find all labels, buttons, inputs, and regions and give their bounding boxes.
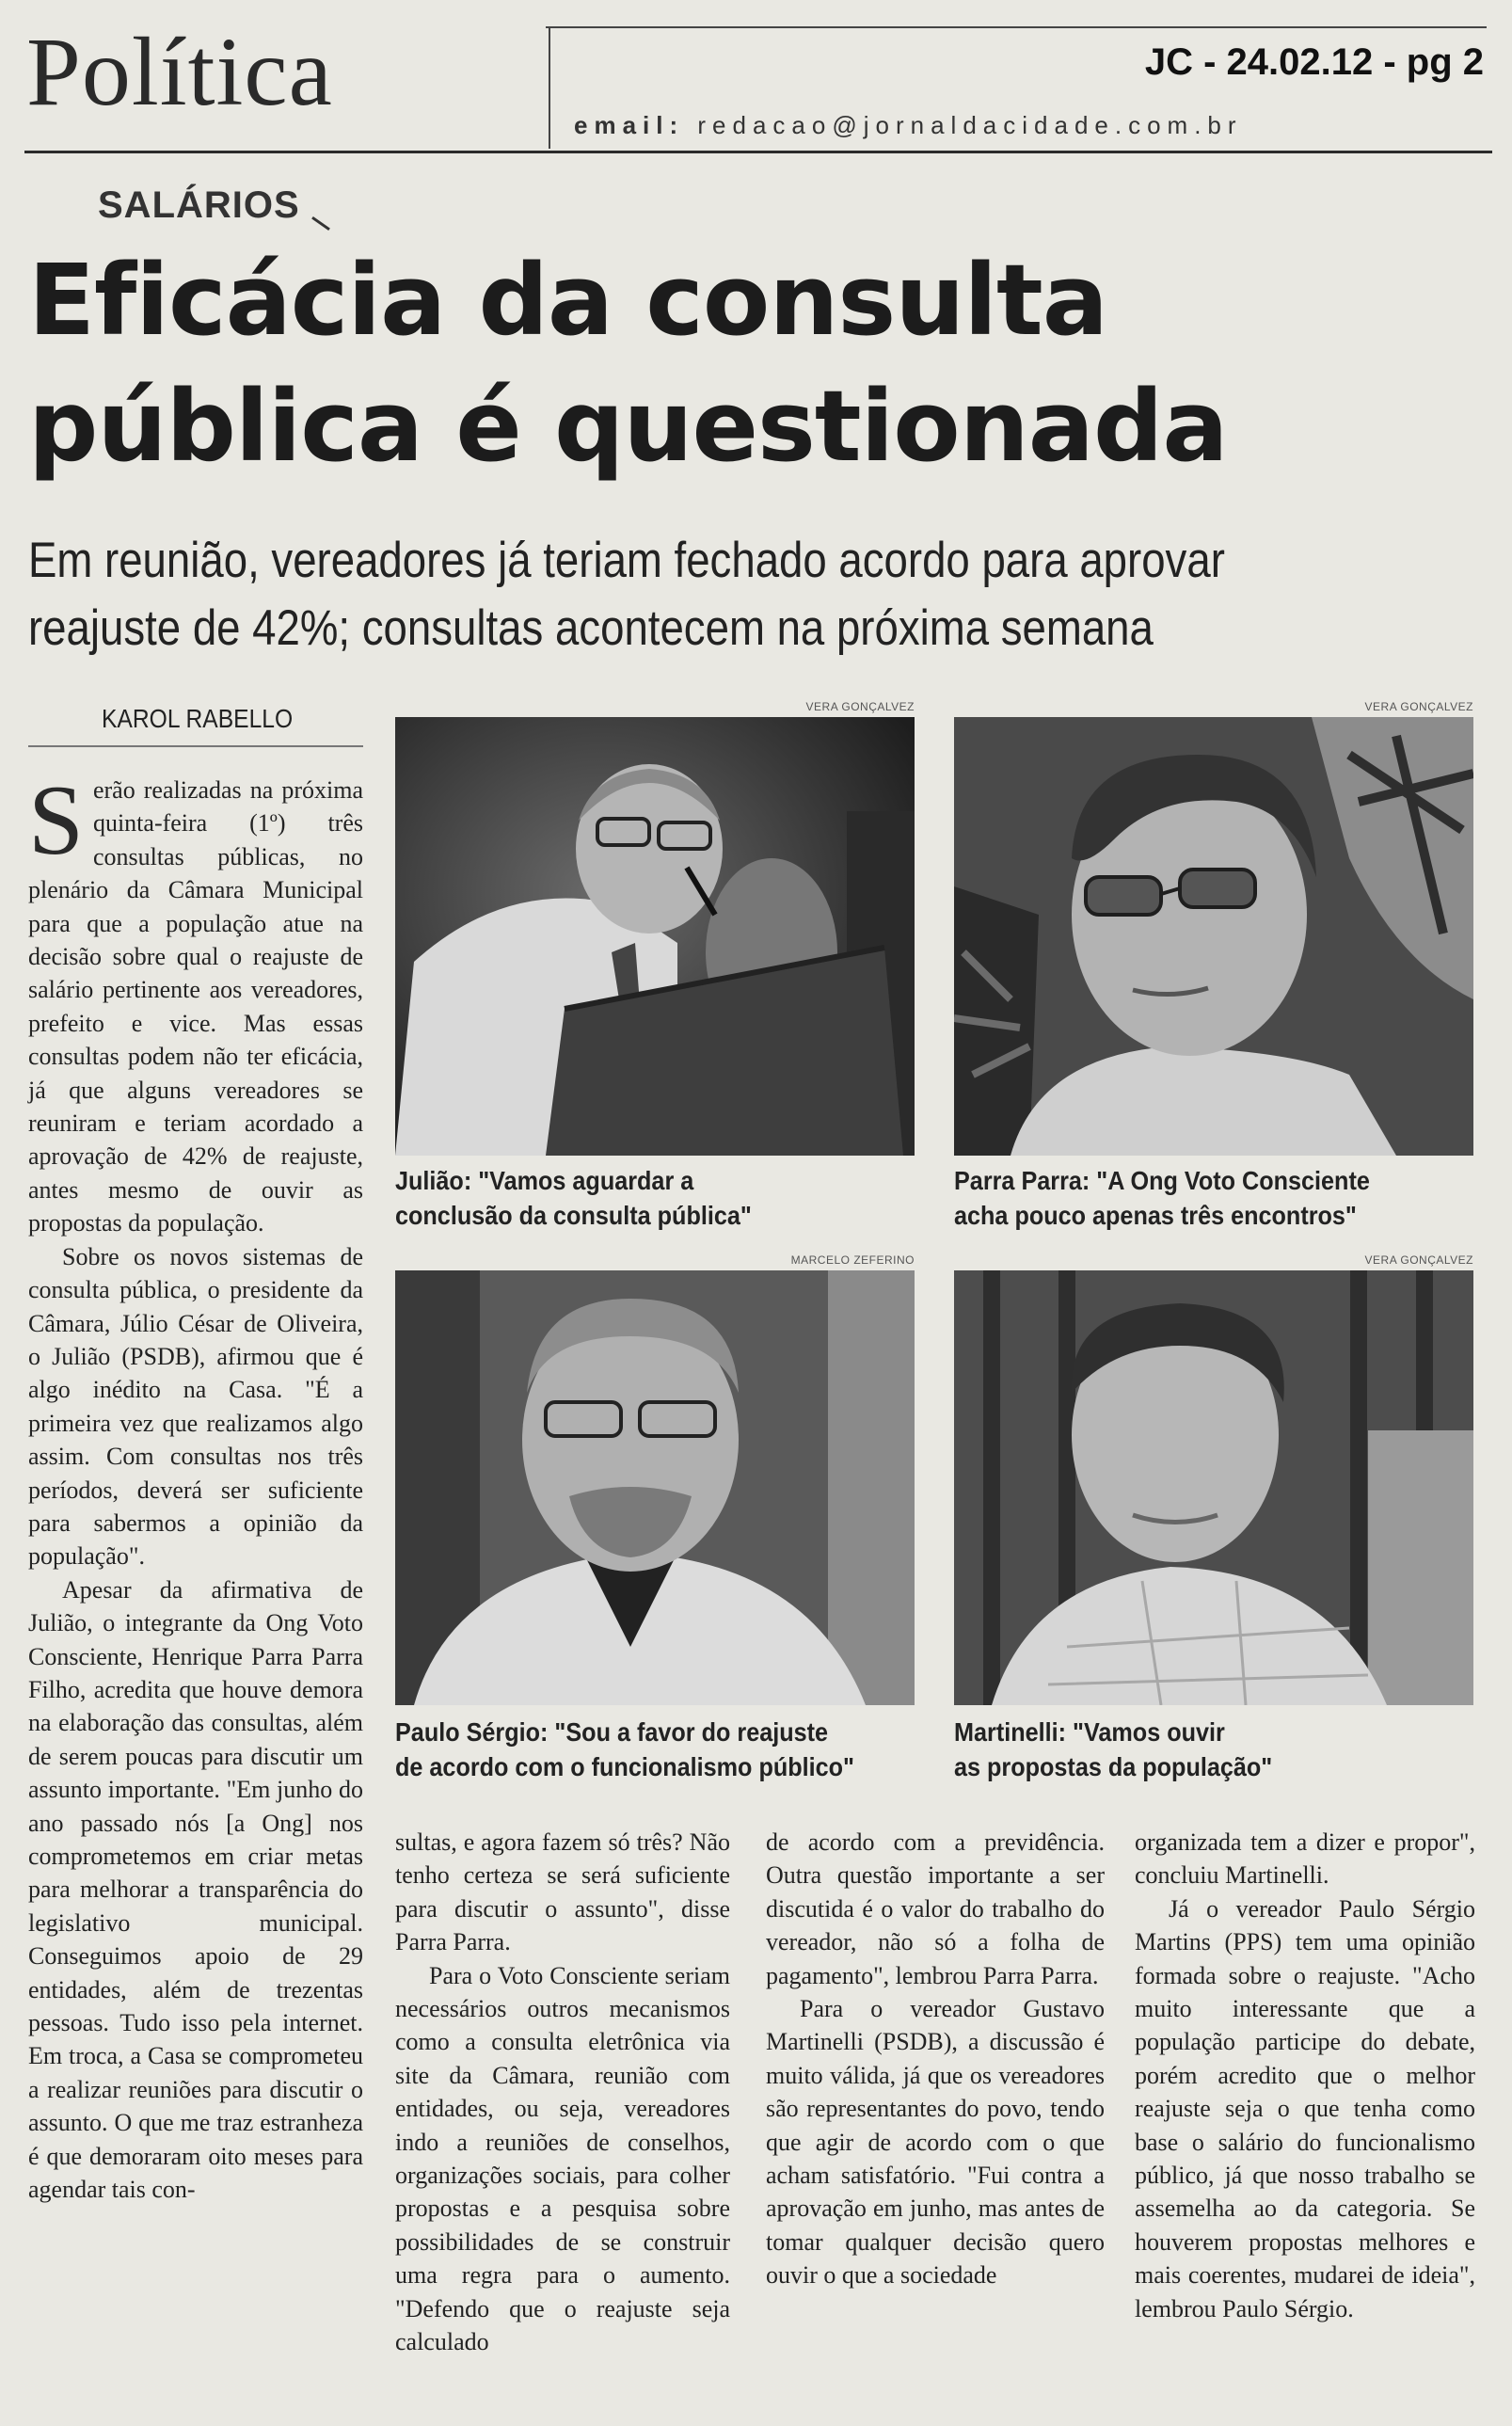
deck: Em reunião, vereadores já teriam fechado acordo para aprovar reajuste de 42%; consultas acontecem na próxima semana bbox=[28, 533, 1225, 656]
paragraph: Apesar da afirmativa de Julião, o integrante da Ong Voto Consciente, Henrique Parra Parra Filho, acredita que houve demora na elaboração das consultas, além de serem poucas para discutir um assunto importante. "Em junho do ano passado nós [a Ong] nos comprometemos em criar metas para melhorar a transparência do legislativo municipal. Conseguimos apoio de 29 entidades, além de trezentas pessoas. Tudo isso pela internet. Em troca, a Casa se comprometeu a realizar reuniões para discutir o assunto. O que me traz estranheza é que demoraram oito meses para agendar tais con- bbox=[28, 1575, 363, 2204]
paragraph: organizada tem a dizer e propor", concluiu Martinelli. bbox=[1135, 1828, 1475, 1890]
paragraph: de acordo com a previdência. Outra questão importante a ser discutida é o valor do trabalho do vereador, não só a folha de pagamento", lembrou Parra Parra. bbox=[766, 1828, 1105, 1989]
header-divider bbox=[549, 28, 550, 149]
paragraph: Para o vereador Gustavo Martinelli (PSDB), a discussão é muito válida, já que os vereadores são representantes do povo, tendo que agir de acordo com o que acham satisfatório. "Fui contra a aprovação em junho, mas antes de tomar qualquer decisão quero ouvir o que a sociedade bbox=[766, 1995, 1105, 2290]
body-column-2 bbox=[395, 1826, 730, 2359]
drop-cap: S bbox=[28, 765, 84, 875]
kicker: SALÁRIOS bbox=[98, 184, 300, 226]
photo-paulo-sergio-image bbox=[395, 1270, 915, 1705]
paragraph-text: erão realizadas na próxima quinta-feira (1º) três consultas públicas, no plenário da Câmara Municipal para que a população atue na decisão sobre qual o reajuste de salário pertinente aos vereadores, prefeito e vice. Mas essas consultas podem não ter eficácia, já que alguns vereadores se reuniram e teriam acordado a aprovação de 42% de reajuste, antes mesmo de ouvir as propostas da população. bbox=[28, 776, 363, 1237]
caption-line: Parra Parra: "A Ong Voto Consciente bbox=[954, 1166, 1370, 1195]
header-top-rule bbox=[546, 26, 1487, 28]
byline-rule bbox=[28, 745, 363, 747]
photo-juliao-image bbox=[395, 717, 915, 1156]
email-line bbox=[574, 111, 1243, 140]
paragraph: Para o Voto Consciente seriam necessários outros mecanismos como a consulta eletrônica via site da Câmara, reunião com entidades, ou seja, vereadores indo a reuniões de conselhos, organizações sociais, para colher propostas e a pesquisa sobre possibilidades de se construir uma regra para o aumento. "Defendo que o reajuste seja calculado bbox=[395, 1961, 730, 2356]
photo-credit: MARCELO ZEFERINO bbox=[790, 1253, 915, 1267]
photo-martinelli-image bbox=[954, 1270, 1473, 1705]
email-label: email: bbox=[574, 111, 685, 139]
photo-credit: VERA GONÇALVEZ bbox=[1364, 1253, 1473, 1267]
kicker-tick bbox=[311, 216, 330, 231]
photo-juliao bbox=[395, 717, 915, 1156]
caption-line: de acordo com o funcionalismo público" bbox=[395, 1752, 854, 1781]
edition-label: JC - 24.02.12 - pg 2 bbox=[1144, 41, 1484, 83]
photo-parra bbox=[954, 717, 1473, 1156]
caption-line: Paulo Sérgio: "Sou a favor do reajuste bbox=[395, 1717, 829, 1747]
photo-credit: VERA GONÇALVEZ bbox=[805, 700, 915, 713]
photo-paulo-sergio bbox=[395, 1270, 915, 1705]
caption-line: Julião: "Vamos aguardar a bbox=[395, 1166, 694, 1195]
caption-line: Martinelli: "Vamos ouvir bbox=[954, 1717, 1225, 1747]
photo-parra-image bbox=[954, 717, 1473, 1156]
body-column-4 bbox=[1135, 1826, 1475, 2325]
photo-martinelli bbox=[954, 1270, 1473, 1705]
email-address: redacao@jornaldacidade.com.br bbox=[697, 111, 1243, 139]
caption-line: acha pouco apenas três encontros" bbox=[954, 1201, 1357, 1230]
photo-credit: VERA GONÇALVEZ bbox=[1364, 700, 1473, 713]
headline bbox=[28, 237, 1477, 489]
body-column-3 bbox=[766, 1826, 1105, 2292]
paragraph: Sobre os novos sistemas de consulta pública, o presidente da Câmara, Júlio César de Oliveira, o Julião (PSDB), afirmou que é algo inédito na Casa. "É a primeira vez que realizamos algo assim. Com consultas nos três períodos, deverá ser suficiente para sabermos a opinião da população". bbox=[28, 1242, 363, 1571]
header-bottom-rule bbox=[24, 151, 1492, 153]
paragraph: sultas, e agora fazem só três? Não tenho certeza se será suficiente para discutir o assunto", disse Parra Parra. bbox=[395, 1828, 730, 1956]
caption-parra bbox=[954, 1163, 1462, 1233]
caption-line: conclusão da consulta pública" bbox=[395, 1201, 752, 1230]
section-title: Política bbox=[26, 18, 333, 126]
headline-line-1: Eficácia da consulta bbox=[28, 243, 1107, 358]
caption-line: as propostas da população" bbox=[954, 1752, 1273, 1781]
paragraph bbox=[28, 765, 363, 1240]
caption-paulo-sergio bbox=[395, 1715, 920, 1784]
body-column-1 bbox=[28, 765, 363, 2206]
caption-juliao bbox=[395, 1163, 903, 1233]
paragraph: Já o vereador Paulo Sérgio Martins (PPS) tem uma opinião formada sobre o reajuste. "Acho muito interessante que a população participe do debate, porém acredito que o melhor reajuste seja o que tenha como base o salário do funcionalismo público, já que nosso trabalho se assemelha ao da categoria. Se houverem propostas melhores e mais coerentes, mudarei de ideia", lembrou Paulo Sérgio. bbox=[1135, 1894, 1475, 2322]
headline-line-2: pública é questionada bbox=[28, 369, 1228, 484]
byline: KAROL RABELLO bbox=[102, 704, 294, 733]
caption-martinelli bbox=[954, 1715, 1462, 1784]
